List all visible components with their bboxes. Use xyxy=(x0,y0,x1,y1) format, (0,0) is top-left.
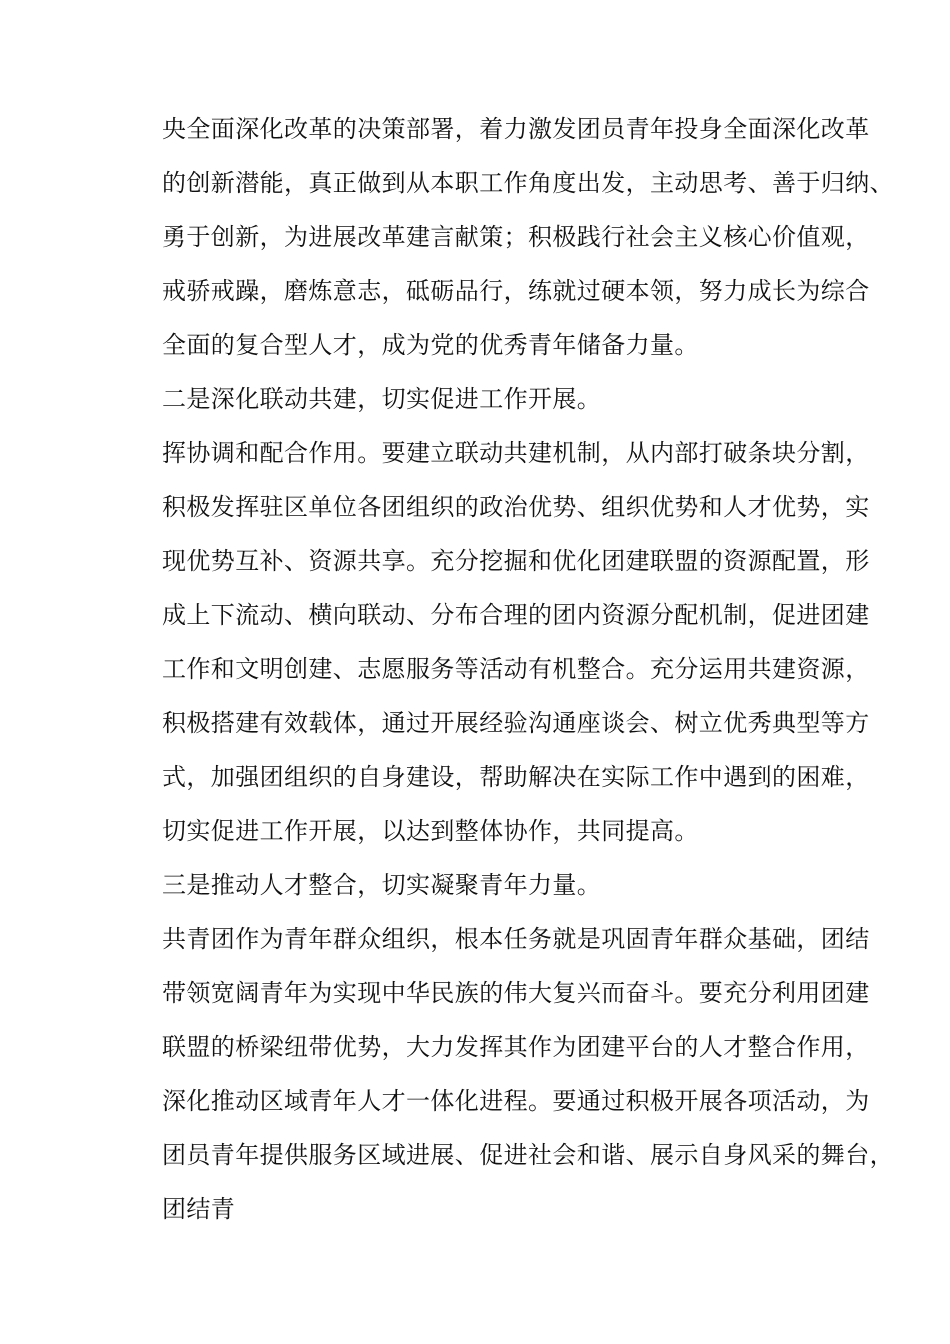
section-heading: 二是深化联动共建，切实促进工作开展。 xyxy=(162,385,602,413)
text-line: 切实促进工作开展，以达到整体协作，共同提高。 xyxy=(162,817,699,845)
text-line: 式，加强团组织的自身建设，帮助解决在实际工作中遇到的困难， xyxy=(162,763,870,791)
section-heading: 三是推动人才整合，切实凝聚青年力量。 xyxy=(162,871,602,899)
text-line: 积极发挥驻区单位各团组织的政治优势、组织优势和人才优势，实 xyxy=(162,493,870,521)
body-text xyxy=(162,102,894,1236)
text-line: 团结青 xyxy=(162,1195,236,1223)
text-line: 联盟的桥梁纽带优势，大力发挥其作为团建平台的人才整合作用， xyxy=(162,1033,870,1061)
text-line: 团员青年提供服务区域进展、促进社会和谐、展示自身风采的舞台， xyxy=(162,1141,894,1169)
text-line: 的创新潜能，真正做到从本职工作角度出发，主动思考、善于归纳、 xyxy=(162,169,894,197)
text-line: 现优势互补、资源共享。充分挖掘和优化团建联盟的资源配置，形 xyxy=(162,547,870,575)
text-line: 工作和文明创建、志愿服务等活动有机整合。充分运用共建资源， xyxy=(162,655,870,683)
text-line: 勇于创新，为进展改革建言献策；积极践行社会主义核心价值观， xyxy=(162,223,870,251)
text-line: 带领宽阔青年为实现中华民族的伟大复兴而奋斗。要充分利用团建 xyxy=(162,979,870,1007)
text-line: 成上下流动、横向联动、分布合理的团内资源分配机制，促进团建 xyxy=(162,601,870,629)
text-line: 挥协调和配合作用。要建立联动共建机制，从内部打破条块分割， xyxy=(162,439,870,467)
text-line: 共青团作为青年群众组织，根本任务就是巩固青年群众基础，团结 xyxy=(162,925,870,953)
text-line: 深化推动区域青年人才一体化进程。要通过积极开展各项活动，为 xyxy=(162,1087,870,1115)
text-line: 戒骄戒躁，磨炼意志，砥砺品行，练就过硬本领，努力成长为综合 xyxy=(162,277,870,305)
text-line: 全面的复合型人才，成为党的优秀青年储备力量。 xyxy=(162,331,699,359)
text-line: 积极搭建有效载体，通过开展经验沟通座谈会、树立优秀典型等方 xyxy=(162,709,870,737)
text-line: 央全面深化改革的决策部署，着力激发团员青年投身全面深化改革 xyxy=(162,115,870,143)
